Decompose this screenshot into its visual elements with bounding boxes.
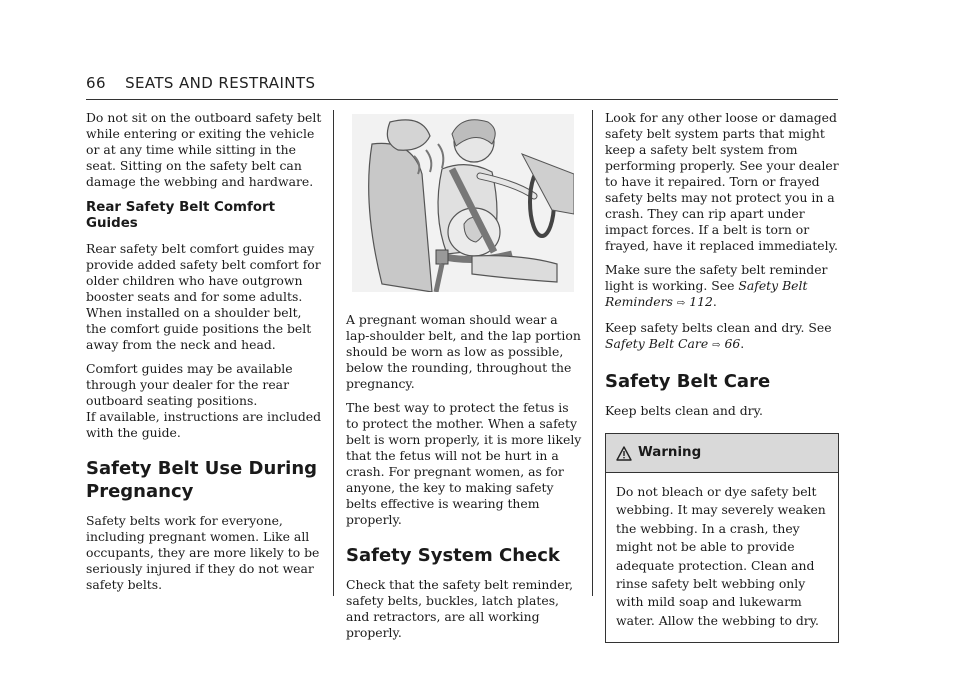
text-keep-clean: Keep safety belts clean and dry. See [605, 320, 832, 335]
column-3 [605, 110, 841, 643]
page-ref-arrow-icon: ⇨ [712, 340, 721, 351]
paragraph-damaged-parts: Look for any other loose or damaged safety belt system parts that might keep a safety belt system from performing properly. See your dealer to have it repaired. Torn or frayed safety belts may not protect you in a crash. They can rip apart under impact forces. If a belt is torn or frayed, have it replaced immediately. [605, 110, 839, 253]
paragraph-protect-fetus: The best way to protect the fetus is to protect the mother. When a safety belt is worn properly, it is more likely that the fetus will not be hurt in a crash. For pregnant women, as for anyone, the key to making safety belts effective is wearing them properly. [346, 400, 582, 527]
page-header [86, 74, 315, 92]
paragraph-comfort-guides: Rear safety belt comfort guides may provide added safety belt comfort for older children who have outgrown booster seats and for some adults. When installed on a shoulder belt, the comfort guide positions the belt away from the neck and head. [86, 241, 321, 352]
pregnant-woman-belt-illustration [352, 114, 574, 292]
link-safety-belt-care[interactable]: Safety Belt Care [605, 336, 709, 351]
paragraph-clean-dry-ref [605, 320, 841, 354]
paragraph-comfort-availability [86, 361, 322, 441]
heading-belt-care: Safety Belt Care [605, 371, 771, 392]
page-ref-112[interactable]: 112 [689, 294, 713, 309]
warning-box [605, 433, 839, 643]
page-ref-arrow-icon: ⇨ [676, 298, 686, 309]
period: . [740, 336, 745, 351]
link-safety-belt-reminders[interactable]: Safety Belt Reminders [605, 278, 808, 309]
paragraph-system-check: Check that the safety belt reminder, safety belts, buckles, latch plates, and retractors, are all working properly. [346, 577, 574, 640]
period: . [712, 294, 717, 309]
heading-pregnancy: Safety Belt Use During Pregnancy [86, 458, 318, 502]
paragraph-lap-shoulder-belt: A pregnant woman should wear a lap-shoulder belt, and the lap portion should be worn as low as possible, below the rounding, throughout the pregnancy. [346, 312, 581, 391]
heading-comfort-guides: Rear Safety Belt Comfort Guides [86, 200, 276, 231]
warning-body [606, 473, 838, 642]
column-2 [346, 110, 582, 649]
column-1 [86, 110, 322, 601]
warning-title: Warning [638, 445, 702, 460]
page-number: 66 [86, 74, 106, 92]
column-divider-2 [592, 110, 593, 596]
warning-triangle-icon [616, 446, 632, 461]
warning-text: Do not bleach or dye safety belt webbing. It may severely weaken the webbing. In a crash, they might not be able to provide adequate protection. Clean and rinse safety belt webbing only with mild soap and lukewarm water. Allow the webbing to dry. [616, 484, 826, 628]
header-rule [86, 99, 838, 100]
text-instructions: If available, instructions are included with the guide. [86, 409, 322, 440]
paragraph-keep-clean: Keep belts clean and dry. [605, 403, 763, 418]
section-title: SEATS AND RESTRAINTS [125, 74, 316, 92]
paragraph-pregnancy: Safety belts work for everyone, including pregnant women. Like all occupants, they are more likely to be seriously injured if they do not wear safety belts. [86, 513, 320, 592]
paragraph-outboard-belt: Do not sit on the outboard safety belt while entering or exiting the vehicle or at any time while sitting in the seat. Sitting on the safety belt can damage the webbing and hardware. [86, 110, 322, 189]
text-reminder: Make sure the safety belt reminder light is working. See [605, 262, 828, 293]
text-availability: Comfort guides may be available through your dealer for the rear outboard seating positions. [86, 361, 293, 408]
column-divider-1 [333, 110, 334, 596]
heading-system-check: Safety System Check [346, 545, 560, 566]
paragraph-reminder-light [605, 262, 841, 312]
warning-header [606, 434, 838, 473]
page-ref-66[interactable]: 66 [724, 336, 741, 351]
